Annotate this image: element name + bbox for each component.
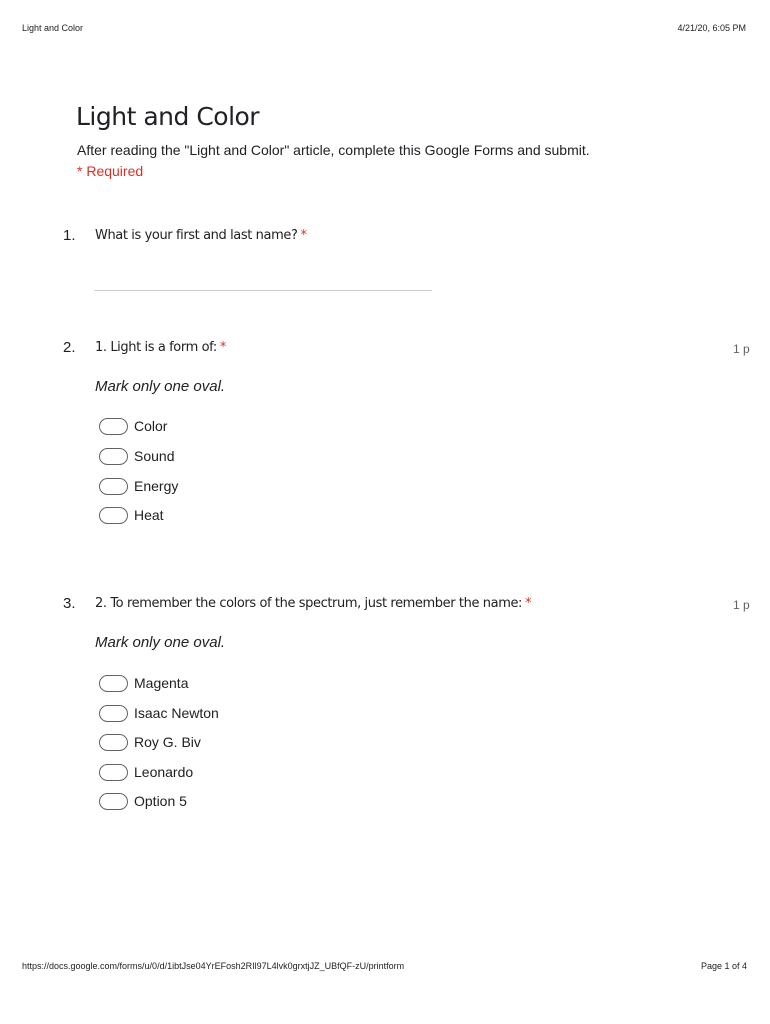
- question-title: [95, 228, 307, 243]
- radio-oval-icon[interactable]: [99, 793, 128, 810]
- question-title-text: What is your first and last name?: [95, 228, 298, 243]
- short-answer-field[interactable]: [94, 290, 432, 291]
- question-number: 3.: [63, 595, 76, 612]
- radio-oval-icon[interactable]: [99, 705, 128, 722]
- required-note: * Required: [77, 163, 144, 179]
- question-number: 2.: [63, 339, 76, 356]
- option-leonardo[interactable]: [99, 762, 193, 782]
- option-magenta[interactable]: [99, 673, 188, 693]
- required-asterisk: *: [219, 340, 226, 355]
- question-title-text: 1. Light is a form of:: [95, 340, 217, 355]
- print-header-title: Light and Color: [22, 23, 84, 33]
- option-roy-g-biv[interactable]: [99, 732, 201, 752]
- radio-oval-icon[interactable]: [99, 764, 128, 781]
- option-label: Heat: [134, 507, 164, 523]
- option-sound[interactable]: [99, 446, 174, 466]
- question-number: 1.: [63, 227, 76, 244]
- radio-oval-icon[interactable]: [99, 734, 128, 751]
- option-label: Energy: [134, 478, 179, 494]
- question-points: 1 p: [733, 598, 750, 612]
- radio-oval-icon[interactable]: [99, 418, 128, 435]
- option-label: Roy G. Biv: [134, 734, 201, 750]
- radio-oval-icon[interactable]: [99, 478, 128, 495]
- radio-oval-icon[interactable]: [99, 675, 128, 692]
- question-title: [95, 340, 226, 355]
- required-asterisk: *: [300, 228, 307, 243]
- question-points: 1 p: [733, 342, 750, 356]
- option-label: Color: [134, 418, 168, 434]
- required-asterisk: *: [525, 596, 532, 611]
- option-color[interactable]: [99, 416, 167, 436]
- option-label: Sound: [134, 448, 175, 464]
- option-label: Isaac Newton: [134, 705, 219, 721]
- option-isaac-newton[interactable]: [99, 703, 219, 723]
- question-title: [95, 596, 531, 611]
- radio-oval-icon[interactable]: [99, 448, 128, 465]
- form-title: Light and Color: [76, 102, 260, 131]
- form-description: After reading the "Light and Color" article, complete this Google Forms and submit.: [77, 142, 590, 158]
- print-header-datetime: 4/21/20, 6:05 PM: [677, 23, 746, 33]
- question-title-text: 2. To remember the colors of the spectrum, just remember the name:: [95, 596, 523, 611]
- radio-oval-icon[interactable]: [99, 507, 128, 524]
- question-instruction: Mark only one oval.: [95, 634, 226, 651]
- option-label: Leonardo: [134, 764, 194, 780]
- question-instruction: Mark only one oval.: [95, 378, 226, 395]
- option-heat[interactable]: [99, 505, 164, 525]
- print-footer-page-number: Page 1 of 4: [700, 961, 747, 971]
- option-label: Option 5: [134, 793, 187, 809]
- option-energy[interactable]: [99, 476, 178, 496]
- option-label: Magenta: [134, 675, 189, 691]
- print-footer-url: https://docs.google.com/forms/u/0/d/1ibtJse04YrEFosh2RIl97L4lvk0grxtjJZ_UBfQF-zU/printform: [22, 961, 405, 971]
- option-5[interactable]: [99, 791, 187, 811]
